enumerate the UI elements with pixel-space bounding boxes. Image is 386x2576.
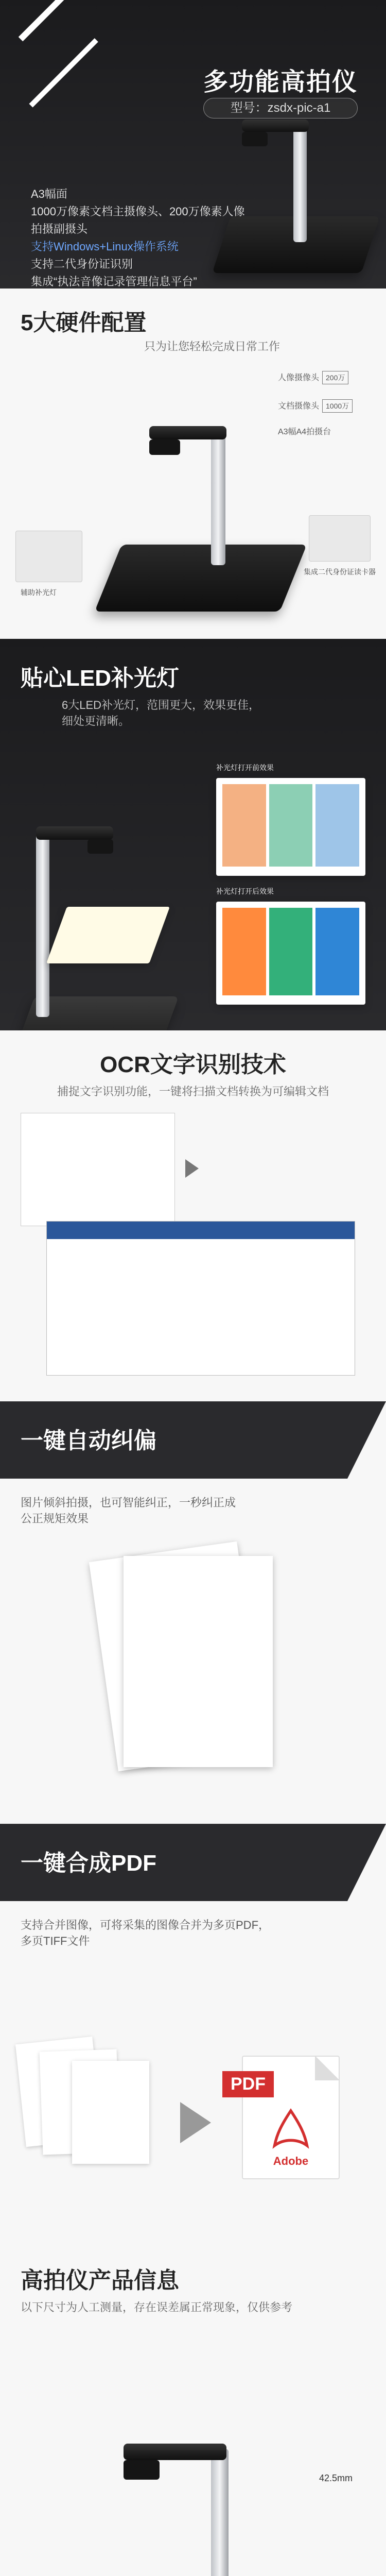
section-title: 高拍仪产品信息 xyxy=(21,2268,179,2293)
lit-document xyxy=(46,907,170,963)
section-title: 5大硬件配置 xyxy=(21,310,147,335)
after-sample xyxy=(216,902,365,1005)
feature-item: 集成“执法音像记录管理信息平台” xyxy=(31,275,197,288)
model-badge: 型号：zsdx-pic-a1 xyxy=(203,98,358,118)
pdf-section xyxy=(0,1824,386,2246)
feature-item: A3幅面 xyxy=(31,188,67,200)
page-stack-item xyxy=(72,2061,149,2164)
feature-item: 1000万像素文档主摄像头、200万像素人像拍摄副摄头 xyxy=(31,205,245,235)
before-sample xyxy=(216,778,365,876)
section-desc: 以下尺寸为人工测量，存在误差属正常现象，仅供参考 xyxy=(21,2301,293,2314)
doc-cam-label: 文档摄像头 1000万 xyxy=(278,399,353,413)
hero-section xyxy=(0,0,386,289)
corrected-page xyxy=(124,1556,273,1767)
section-title: 贴心LED补光灯 xyxy=(21,666,179,691)
hardware-section xyxy=(0,289,386,639)
portrait-cam-label: 人像摄像头 200万 xyxy=(278,371,348,384)
idcard-label: 集成二代身份证读卡器 xyxy=(304,568,376,576)
pdf-label: PDF xyxy=(222,2071,274,2097)
board-label: A3幅A4拍摄台 xyxy=(278,428,331,436)
section-subtitle: 只为让您轻松完成日常工作 xyxy=(144,340,280,353)
scanned-paper xyxy=(21,1113,175,1226)
product-title: 多功能高拍仪 xyxy=(203,69,358,96)
decor-slash xyxy=(19,0,81,41)
before-label: 补光灯打开前效果 xyxy=(216,764,274,772)
idcard-thumb xyxy=(309,515,371,562)
section-title: 一键合成PDF xyxy=(21,1851,156,1876)
feature-item: 支持二代身份证识别 xyxy=(31,258,133,270)
dims-section xyxy=(0,2246,386,2576)
arrow-icon xyxy=(180,2102,211,2143)
pdf-file-icon xyxy=(231,2056,340,2179)
fill-light-label: 辅助补光灯 xyxy=(21,588,57,597)
section-desc: 6大LED补光灯，范围更大，效果更佳， 细处更清晰。 xyxy=(62,699,260,727)
section-desc: 图片倾斜拍摄，也可智能纠正，一秒纠正成 公正规矩效果 xyxy=(21,1496,236,1525)
decor-slash xyxy=(29,38,98,107)
height-dimension: 42.5mm xyxy=(319,2473,353,2483)
adobe-logo-icon xyxy=(268,2106,314,2153)
arrow-icon xyxy=(185,1159,199,1178)
section-title: 一键自动纠偏 xyxy=(21,1428,156,1453)
adobe-text: Adobe xyxy=(273,2155,309,2167)
section-desc: 捕捉文字识别功能，一键将扫描文档转换为可编辑文档 xyxy=(57,1085,329,1098)
feature-item: 支持Windows+Linux操作系统 xyxy=(31,240,179,253)
skew-section xyxy=(0,1401,386,1824)
section-title: OCR文字识别技术 xyxy=(100,1052,286,1077)
after-label: 补光灯打开后效果 xyxy=(216,887,274,895)
word-document xyxy=(46,1221,355,1376)
section-desc: 支持合并图像，可将采集的图像合并为多页PDF， 多页TIFF文件 xyxy=(21,1919,270,1947)
fill-light-thumb xyxy=(15,531,82,582)
led-section xyxy=(0,639,386,1030)
word-ribbon xyxy=(47,1222,355,1239)
ocr-section xyxy=(0,1030,386,1401)
